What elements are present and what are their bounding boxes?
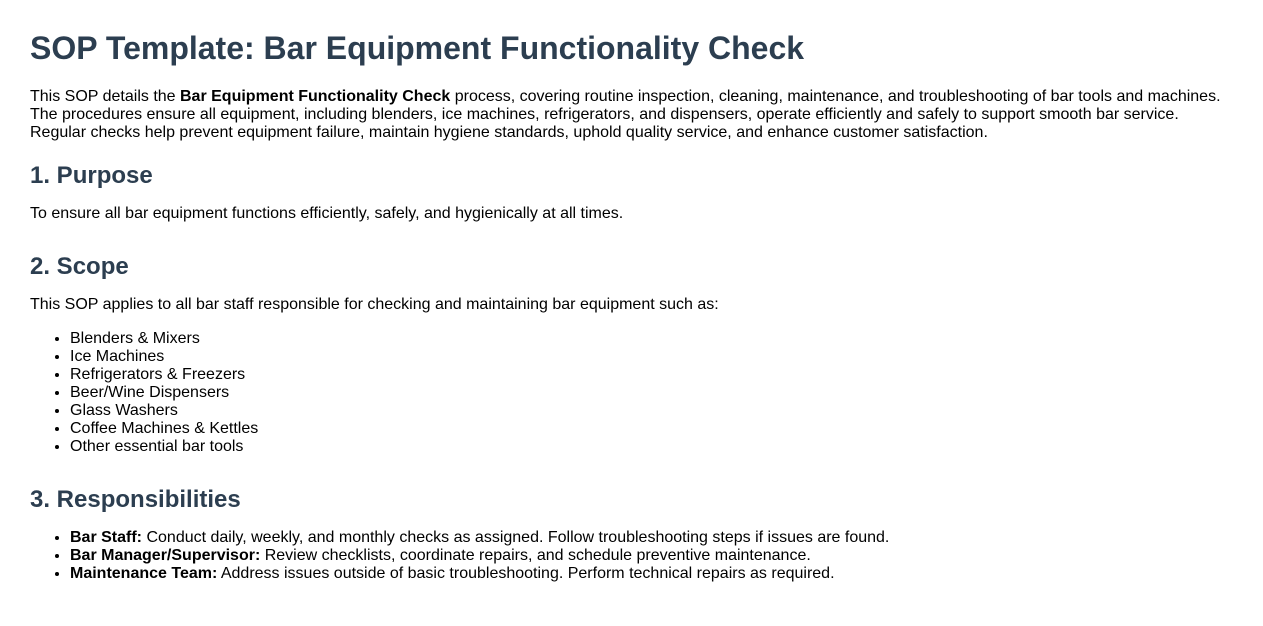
- list-item: • Glass Washers: [70, 402, 1233, 420]
- page-title: SOP Template: Bar Equipment Functionality Check: [30, 30, 805, 66]
- intro-text-post: process, covering routine inspection, cleaning, maintenance, and troubleshooting of bar tools and machines. The procedures ensure all equipment, including blenders, ice machines, refrigerators, and dispensers, operate efficiently and safely to support smooth bar service. Regular checks help prevent equipment failure, maintain hygiene standards, uphold quality service, and enhance customer satisfaction.: [30, 88, 1221, 141]
- role-label: Maintenance Team:: [70, 565, 218, 582]
- list-item: • Ice Machines: [70, 348, 1233, 366]
- purpose-heading: 1. Purpose: [30, 162, 153, 189]
- list-item: [70, 529, 1233, 547]
- responsibilities-heading: 3. Responsibilities: [30, 486, 241, 513]
- purpose-text: To ensure all bar equipment functions efficiently, safely, and hygienically at all times.: [30, 205, 624, 222]
- role-label: Bar Staff:: [70, 529, 143, 546]
- scope-text: This SOP applies to all bar staff responsible for checking and maintaining bar equipment such as:: [30, 296, 719, 313]
- list-item: • Blenders & Mixers: [70, 330, 1233, 348]
- list-item: [70, 565, 1233, 583]
- scope-list: [30, 330, 1233, 456]
- role-description: Conduct daily, weekly, and monthly checks as assigned. Follow troubleshooting steps if issues are found.: [142, 529, 890, 546]
- list-item: • Other essential bar tools: [70, 438, 1233, 456]
- role-label: Bar Manager/Supervisor:: [70, 547, 261, 564]
- intro-text-bold: Bar Equipment Functionality Check: [180, 88, 451, 105]
- role-description: Address issues outside of basic troubleshooting. Perform technical repairs as required.: [217, 565, 835, 582]
- intro-text-pre: This SOP details the: [30, 88, 180, 105]
- list-item: • Refrigerators & Freezers: [70, 366, 1233, 384]
- list-item: • Coffee Machines & Kettles: [70, 420, 1233, 438]
- intro-paragraph: [30, 88, 1233, 142]
- scope-heading: 2. Scope: [30, 253, 129, 280]
- responsibilities-list: [30, 529, 1233, 583]
- list-item: [70, 547, 1233, 565]
- role-description: Review checklists, coordinate repairs, and schedule preventive maintenance.: [260, 547, 811, 564]
- list-item: • Beer/Wine Dispensers: [70, 384, 1233, 402]
